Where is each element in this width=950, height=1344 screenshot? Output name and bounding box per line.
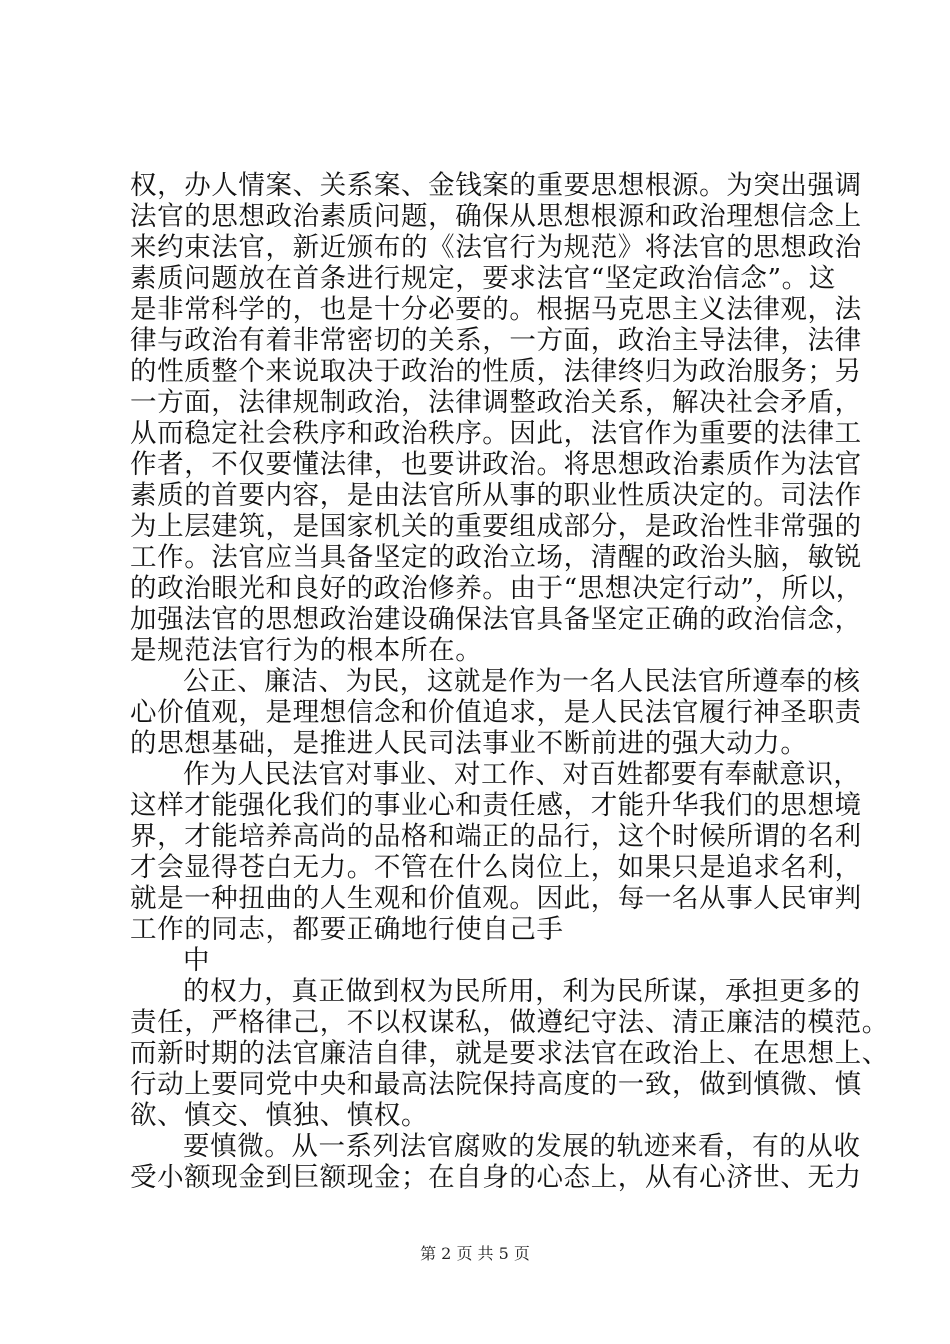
text-line: 行动上要同党中央和最高法院保持高度的一致，做到慎微、慎 [130,1069,862,1100]
text-line: 心价值观，是理想信念和价值追求，是人民法官履行神圣职责 [130,697,862,728]
text-line: 的性质整个来说取决于政治的性质，法律终归为政治服务；另 [130,356,862,387]
text-line: 从而稳定社会秩序和政治秩序。因此，法官作为重要的法律工 [130,418,862,449]
text-line: 一方面，法律规制政治，法律调整政治关系，解决社会矛盾， [130,387,862,418]
text-line: 要慎微。从一系列法官腐败的发展的轨迹来看，有的从收 [183,1131,861,1162]
text-line: 的权力，真正做到权为民所用，利为民所谋，承担更多的 [183,976,861,1007]
text-line: 就是一种扭曲的人生观和价值观。因此，每一名从事人民审判 [130,883,862,914]
text-line: 作者，不仅要懂法律，也要讲政治。将思想政治素质作为法官 [130,449,862,480]
text-line: 公正、廉洁、为民，这就是作为一名人民法官所遵奉的核 [183,666,861,697]
document-body [130,170,889,1193]
text-line: 来约束法官，新近颁布的《法官行为规范》将法官的思想政治 [130,232,862,263]
text-line: 工作。法官应当具备坚定的政治立场，清醒的政治头脑，敏锐 [130,542,862,573]
text-line: 法官的思想政治素质问题，确保从思想根源和政治理想信念上 [130,201,862,232]
text-line: 受小额现金到巨额现金；在自身的心态上，从有心济世、无力 [130,1162,862,1193]
text-line: 的政治眼光和良好的政治修养。由于“思想决定行动”，所以， [130,573,863,604]
text-line: 素质问题放在首条进行规定，要求法官“坚定政治信念”。这 [130,263,836,294]
text-line: 这样才能强化我们的事业心和责任感，才能升华我们的思想境 [130,790,862,821]
text-line: 是非常科学的，也是十分必要的。根据马克思主义法律观，法 [130,294,862,325]
text-line: 权，办人情案、关系案、金钱案的重要思想根源。为突出强调 [130,170,862,201]
page-number-footer [0,1244,950,1264]
text-line: 而新时期的法官廉洁自律，就是要求法官在政治上、在思想上、 [130,1038,889,1069]
page-number-label: 第 2 页 共 5 页 [420,1244,530,1263]
text-line: 的思想基础，是推进人民司法事业不断前进的强大动力。 [130,728,808,759]
text-line: 作为人民法官对事业、对工作、对百姓都要有奉献意识， [183,759,861,790]
text-line: 素质的首要内容，是由法官所从事的职业性质决定的。司法作 [130,480,862,511]
text-line: 中 [183,945,211,976]
text-line: 加强法官的思想政治建设确保法官具备坚定正确的政治信念， [130,604,862,635]
text-line: 为上层建筑，是国家机关的重要组成部分，是政治性非常强的 [130,511,862,542]
text-line: 界，才能培养高尚的品格和端正的品行，这个时候所谓的名利 [130,821,862,852]
text-line: 才会显得苍白无力。不管在什么岗位上，如果只是追求名利， [130,852,862,883]
text-line: 工作的同志，都要正确地行使自己手 [130,914,564,945]
text-line: 律与政治有着非常密切的关系，一方面，政治主导法律，法律 [130,325,862,356]
text-line: 是规范法官行为的根本所在。 [130,635,483,666]
text-line: 责任，严格律己，不以权谋私，做遵纪守法、清正廉洁的模范。 [130,1007,889,1038]
text-line: 欲、慎交、慎独、慎权。 [130,1100,429,1131]
